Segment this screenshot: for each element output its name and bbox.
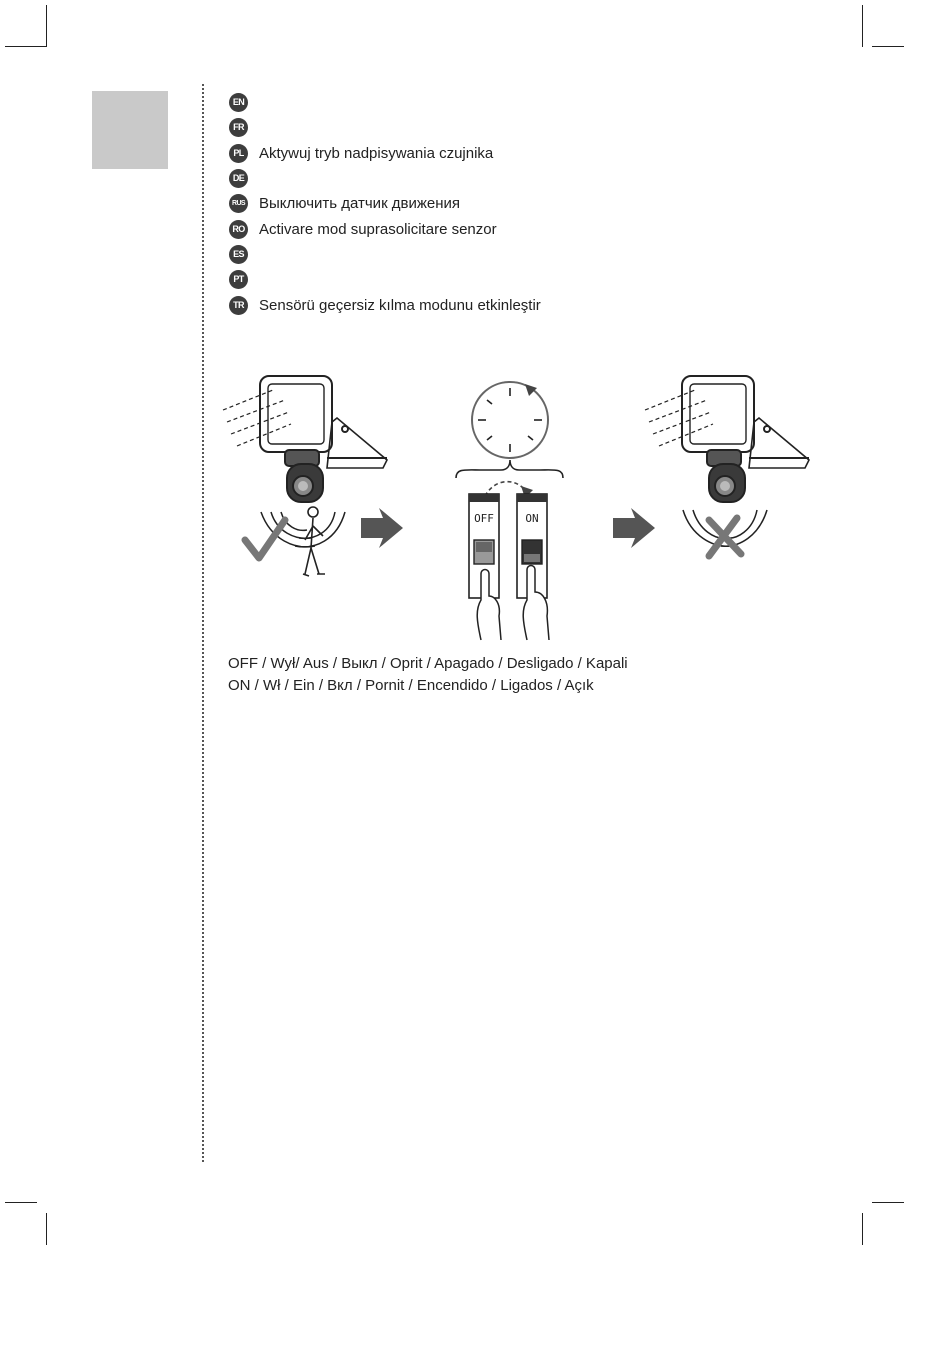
legend-on-line: ON / Wł / Ein / Вкл / Pornit / Encendido / Ligados / Açık: [228, 677, 594, 694]
dotted-margin-rule: [202, 84, 204, 1162]
lang-badge-rus: RUS: [229, 194, 248, 213]
floodlight-right: [645, 376, 809, 502]
crop-mark: [46, 1213, 47, 1245]
floodlight-left: [223, 376, 387, 502]
lang-badge-en: EN: [229, 93, 248, 112]
lang-row-pl: [229, 143, 493, 163]
lang-row-pt: [229, 269, 259, 289]
switch-off-label: OFF: [474, 512, 494, 525]
arrow-right-icon: [361, 508, 403, 548]
timer-clock-icon: [456, 382, 563, 478]
lang-row-tr: [229, 295, 541, 315]
lang-row-es: [229, 244, 259, 264]
lang-row-ro: [229, 219, 497, 239]
lang-badge-es: ES: [229, 245, 248, 264]
walking-person-icon: [303, 507, 325, 576]
crop-mark: [862, 1213, 863, 1245]
crop-mark: [872, 46, 904, 47]
crop-mark: [862, 5, 863, 47]
switch-on-label: ON: [525, 512, 539, 525]
lang-text-rus: Выключить датчик движения: [259, 194, 461, 212]
lang-row-rus: [229, 193, 460, 213]
lang-badge-fr: FR: [229, 118, 248, 137]
lang-row-de: [229, 168, 259, 188]
checkmark-icon: [245, 520, 285, 558]
lang-row-fr: [229, 117, 259, 137]
lang-badge-tr: TR: [229, 296, 248, 315]
light-rays-icon: [223, 390, 291, 446]
lang-badge-pl: PL: [229, 144, 248, 163]
crop-mark: [872, 1202, 904, 1203]
crop-mark: [46, 5, 47, 47]
lang-badge-pt: PT: [229, 270, 248, 289]
arrow-right-icon: [613, 508, 655, 548]
lang-badge-de: DE: [229, 169, 248, 188]
sensor-override-illustration: [215, 360, 815, 650]
page-tab-marker: [92, 91, 168, 169]
lang-badge-ro: RO: [229, 220, 248, 239]
lang-row-en: [229, 92, 259, 112]
lang-text-ro: Activare mod suprasolicitare senzor: [259, 220, 497, 238]
crop-mark: [5, 1202, 37, 1203]
light-rays-icon: [645, 390, 713, 446]
lang-text-tr: Sensörü geçersiz kılma modunu etkinleştir: [259, 296, 541, 314]
lang-text-pl: Aktywuj tryb nadpisywania czujnika: [259, 144, 494, 162]
crop-mark: [5, 46, 47, 47]
legend-off-line: OFF / Wył/ Aus / Выкл / Oprit / Apagado / Desligado / Kapali: [228, 655, 628, 672]
